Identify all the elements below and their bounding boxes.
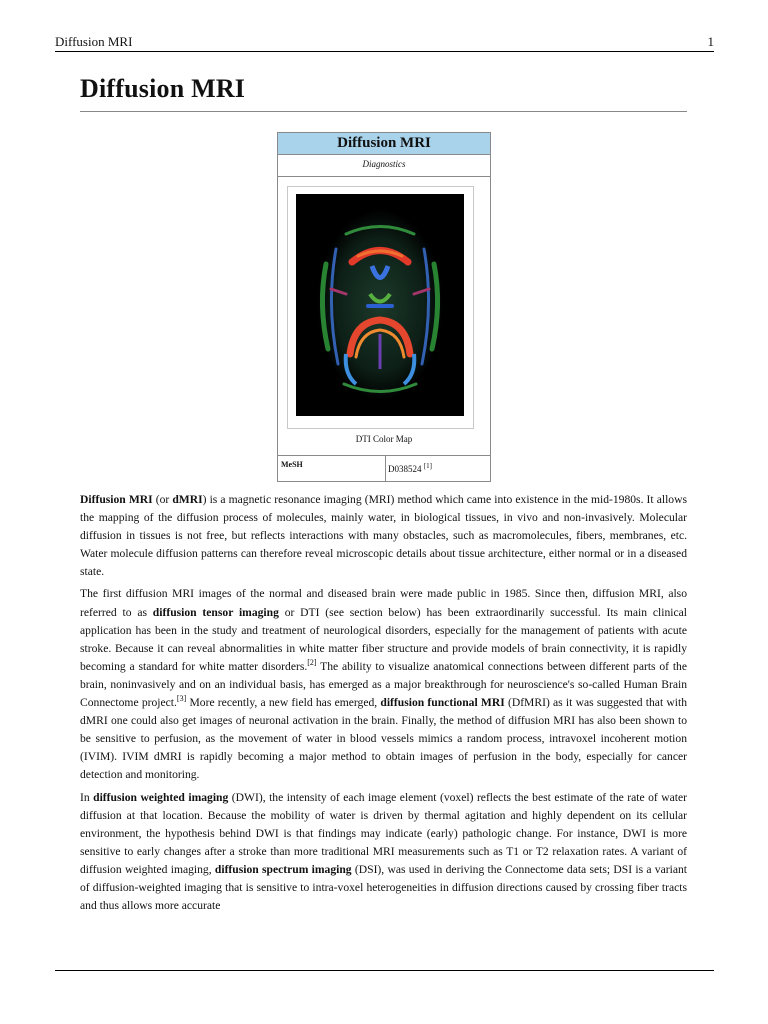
infobox-row-value [388,462,432,474]
header-rule [55,51,714,52]
running-header-title: Diffusion MRI [55,34,133,49]
infobox-image-frame [287,186,474,429]
text-run: (DfMRI) as it was suggested that with dMRI one could also get images of neuronal activation in the brain. Finally, the method of diffusion MRI has also been shown to be sensitive to perfusion, as the movement of water in blood vessels mimics a random process, intravoxel incoherent motion (IVIM). IVIM dMRI is rapidly becoming a major method to obtain images of perfusion in the body, especially for cancer detection and monitoring. [80,696,688,782]
footer-rule [55,970,714,971]
page-number: 1 [707,34,714,49]
text-run: or DTI (see section below) has been extraordinarily successful. Its main clinical application has been in the study and treatment of neurological disorders, especially for the management of patients with acute stroke. Because it can reveal abnormalities in white matter fiber structure and provide models of brain connectivity, it is rapidly becoming a standard for white matter disorders. [80,605,687,673]
infobox-row-label: MeSH [281,460,303,469]
text-run: (DSI), was used in deriving the Connectome data sets; DSI is a variant of diffusion-weighted imaging that is sensitive to intra-voxel heterogeneities in diffusion directions caused by crossing fiber tracts and thus allows more accurate [80,862,687,913]
citation-link[interactable]: [2] [307,657,317,667]
text-run: (DWI), the intensity of each image element (voxel) reflects the best estimate of the rate of water diffusion at that location. Because the mobility of water is driven by thermal agitation and highly dependent on its cellular environment, the hypothesis behind DWI is that findings may indicate (early) pathologic change. For instance, DWI is more sensitive to early changes after a stroke than more traditional MRI measurements such as T1 or T2 relaxation rates. A variant of diffusion weighted imaging, [80,790,687,876]
bold-term: diffusion tensor imaging [152,605,279,619]
text-run: (or [152,493,173,506]
text-run: ) is a magnetic resonance imaging (MRI) method which came into existence in the mid-1980s. It allows the mapping of the diffusion process of molecules, mainly water, in biological tissues, in vivo and non-invasively. Molecular diffusion in tissues is not free, but reflects interactions with many obstacles, such as macromolecules, fibers, membranes, etc. Water molecule diffusion patterns can therefore reveal microscopic details about tissue architecture, either normal or in a diseased state. [80,493,687,579]
text-run: The ability to visualize anatomical connections between different parts of the brain, noninvasively and on an individual basis, has emerged as a major breakthrough for neuroscience's so-called Human Brain Connectome project. [80,659,687,710]
bold-term: diffusion weighted imaging [93,790,229,804]
bold-term: Diffusion MRI [80,493,153,506]
citation-link[interactable]: [1] [423,462,432,470]
bold-term: dMRI [172,493,203,506]
infobox-row-divider [385,456,386,482]
text-run: More recently, a new field has emerged, [186,696,381,710]
title-rule [80,111,687,112]
body-paragraph [80,491,687,581]
running-header [55,34,714,50]
article-body [80,491,687,919]
text-run: The first diffusion MRI images of the normal and diseased brain were made public in 1985. Since then, diffusion MRI, also referred to as [80,587,687,619]
body-paragraph [80,789,687,916]
page-title: Diffusion MRI [80,74,246,103]
text-run: In [80,790,94,804]
bold-term: diffusion spectrum imaging [214,862,352,876]
infobox-image-caption: DTI Color Map [355,434,413,444]
infobox-row-mesh [278,455,490,482]
infobox [277,132,491,482]
infobox-heading: Diffusion MRI [278,133,490,155]
mesh-id-link[interactable]: D038524 [388,464,422,474]
citation-link[interactable]: [3] [176,694,187,704]
bold-term: diffusion functional MRI [380,696,505,710]
infobox-subheading: Diagnostics [278,155,490,177]
dti-color-map-image[interactable] [296,194,464,416]
body-paragraph [80,585,687,784]
